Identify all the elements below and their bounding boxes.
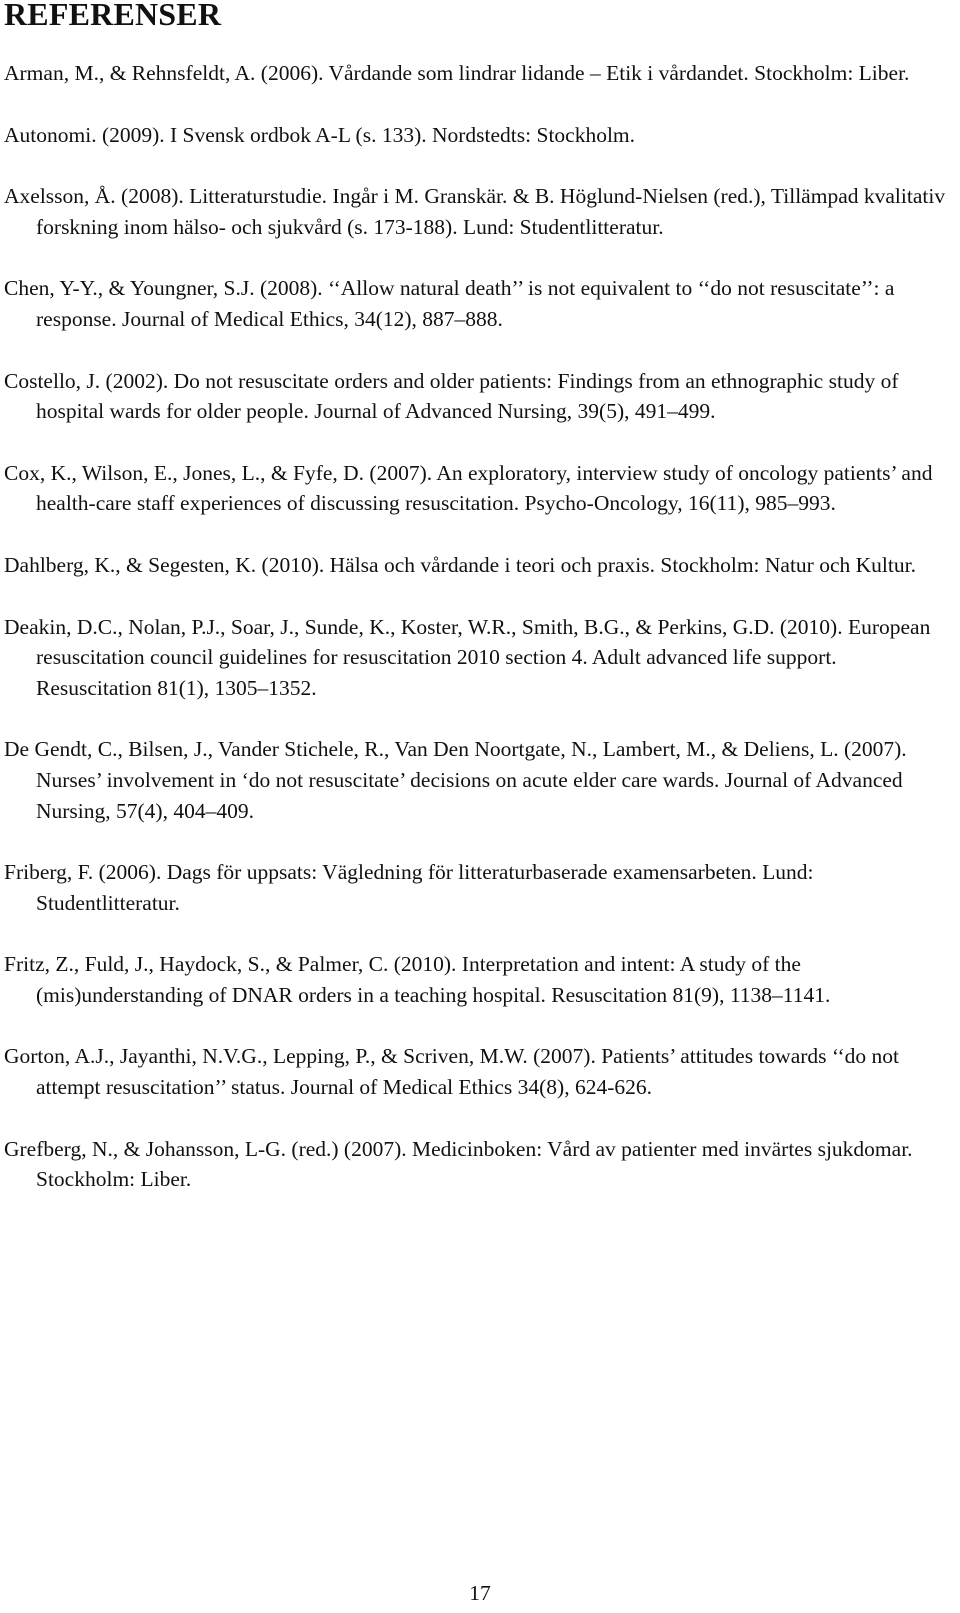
reference-entry-axelsson: Axelsson, Å. (2008). Litteraturstudie. Ingår i M. Granskär. & B. Höglund-Nielsen (red.), Tillämpad kvalitativ forskning inom hälso- och sjukvård (s. 173-188). Lund: Studentlitteratur.	[4, 184, 946, 239]
reference-entry-costello: Costello, J. (2002). Do not resuscitate orders and older patients: Findings from an ethnographic study of hospital wards for older people. Journal of Advanced Nursing, 39(5), 491–499.	[4, 368, 899, 424]
reference-list	[0, 58, 952, 1226]
reference-entry-friberg: Friberg, F. (2006). Dags för uppsats: Vägledning för litteraturbaserade examensarbeten. Lund: Studentlitteratur.	[4, 860, 814, 915]
reference-entry-de-gendt: De Gendt, C., Bilsen, J., Vander Stichele, R., Van Den Noortgate, N., Lambert, M., & Deliens, L. (2007). Nurses’ involvement in ‘do not resuscitate’ decisions on acute elder care wards. Journal of Advanced Nursing, 57(4), 404–409.	[4, 737, 907, 823]
reference-entry-fritz: Fritz, Z., Fuld, J., Haydock, S., & Palmer, C. (2010). Interpretation and intent: A study of the (mis)understanding of DNAR orders in a teaching hospital. Resuscitation 81(9), 1138–1141.	[4, 952, 831, 1007]
reference-entry-autonomi: Autonomi. (2009). I Svensk ordbok A-L (s. 133). Nordstedts: Stockholm.	[4, 122, 636, 147]
section-heading: REFERENSER	[4, 0, 222, 32]
reference-entry-gorton: Gorton, A.J., Jayanthi, N.V.G., Lepping, P., & Scriven, M.W. (2007). Patients’ attitudes towards ‘‘do not attempt resuscitation’’ status. Journal of Medical Ethics 34(8), 624-626.	[4, 1044, 899, 1100]
page-number: 17	[469, 1581, 491, 1605]
reference-entry-cox: Cox, K., Wilson, E., Jones, L., & Fyfe, D. (2007). An exploratory, interview study of oncology patients’ and health-care staff experiences of discussing resuscitation. Psycho-Oncology, 16(11), 985–993.	[4, 460, 933, 516]
reference-entry-dahlberg: Dahlberg, K., & Segesten, K. (2010). Hälsa och vårdande i teori och praxis. Stockholm: Natur och Kultur.	[4, 552, 916, 577]
reference-entry-chen: Chen, Y-Y., & Youngner, S.J. (2008). ‘‘Allow natural death’’ is not equivalent to ‘‘do not resuscitate’’: a response. Journal of Medical Ethics, 34(12), 887–888.	[4, 276, 895, 331]
reference-entry-arman: Arman, M., & Rehnsfeldt, A. (2006). Vårdande som lindrar lidande – Etik i vårdandet. Stockholm: Liber.	[4, 61, 910, 85]
reference-entry-deakin: Deakin, D.C., Nolan, P.J., Soar, J., Sunde, K., Koster, W.R., Smith, B.G., & Perkins, G.D. (2010). European resuscitation council guidelines for resuscitation 2010 section 4. Adult advanced life support. Resuscitation 81(1), 1305–1352.	[4, 614, 931, 700]
reference-entry-grefberg: Grefberg, N., & Johansson, L-G. (red.) (2007). Medicinboken: Vård av patienter med invärtes sjukdomar. Stockholm: Liber.	[4, 1136, 913, 1192]
